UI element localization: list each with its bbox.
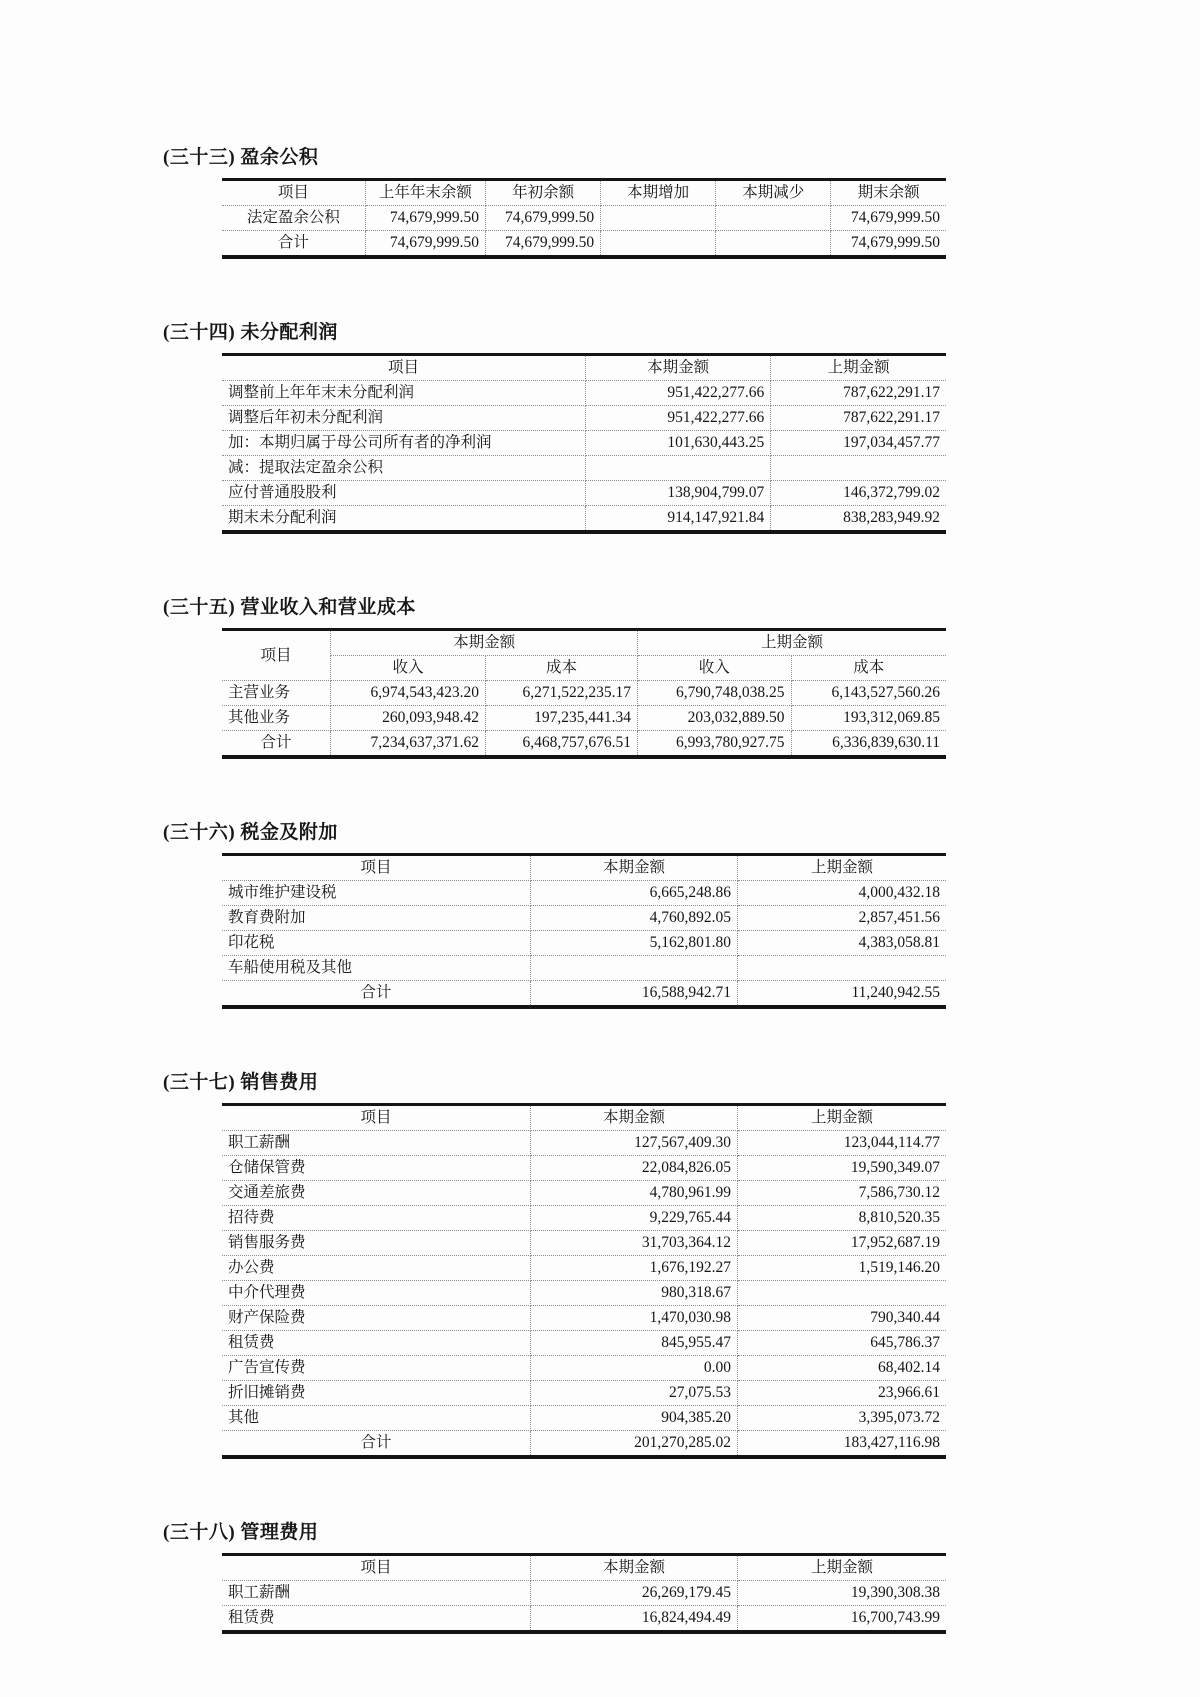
item-label-cell: 合计 [222,231,365,258]
section-title: (三十七) 销售费用 [163,1072,319,1093]
item-label-cell: 租赁费 [222,1606,530,1633]
header-cell: 本期金额 [530,1105,737,1131]
item-label-cell: 租赁费 [222,1331,530,1356]
amount-cell: 74,679,999.50 [486,206,601,231]
amount-cell [737,956,946,981]
amount-cell: 0.00 [530,1356,737,1381]
header-cell: 本期金额 [331,630,638,656]
amount-cell: 4,383,058.81 [737,931,946,956]
amount-cell: 203,032,889.50 [638,706,791,731]
amount-cell: 980,318.67 [530,1281,737,1306]
section-title: (三十六) 税金及附加 [163,822,338,843]
item-label-cell: 加：本期归属于母公司所有者的净利润 [222,431,585,456]
table-row [222,206,946,231]
amount-cell: 201,270,285.02 [530,1431,737,1458]
header-cell: 期末余额 [831,180,946,206]
amount-cell: 74,679,999.50 [486,231,601,258]
subheader-cell: 成本 [791,656,946,681]
header-cell: 项目 [222,855,530,881]
header-group-row [222,630,946,656]
amount-cell: 31,703,364.12 [530,1231,737,1256]
amount-cell: 16,588,942.71 [530,981,737,1008]
amount-cell: 74,679,999.50 [850,234,940,251]
amount-cell: 787,622,291.17 [771,406,946,431]
item-label-cell: 主营业务 [222,681,331,706]
amount-cell: 7,586,730.12 [737,1181,946,1206]
amount-cell: 138,904,799.07 [585,481,770,506]
item-label-cell: 职工薪酬 [222,1131,530,1156]
amount-cell: 951,422,277.66 [585,381,770,406]
amount-cell: 8,810,520.35 [737,1206,946,1231]
header-cell: 上期金额 [737,1555,946,1581]
table-admin-expenses [222,1553,946,1634]
amount-cell: 951,422,277.66 [585,406,770,431]
report-content [163,142,953,1692]
amount-cell: 2,857,451.56 [737,906,946,931]
header-cell: 本期金额 [530,855,737,881]
header-cell: 本期减少 [716,180,831,206]
item-label-cell: 调整后年初未分配利润 [222,406,585,431]
section-undistributed-profit [163,317,953,534]
amount-cell [716,206,831,231]
amount-cell [601,206,716,231]
header-cell: 上期金额 [737,1105,946,1131]
amount-cell: 4,760,892.05 [530,906,737,931]
subheader-cell: 收入 [638,656,791,681]
table-row [222,431,946,456]
table-row [222,1156,946,1181]
subheader-row [222,656,946,681]
section-surplus-reserves [163,142,953,259]
amount-cell [771,456,946,481]
amount-cell: 260,093,948.42 [331,706,486,731]
amount-cell: 17,952,687.19 [737,1231,946,1256]
table-row [222,1381,946,1406]
header-cell: 上期金额 [638,630,946,656]
table-revenue-and-cost [222,628,946,759]
amount-cell: 6,143,527,560.26 [791,681,946,706]
table-row [222,931,946,956]
table-undistributed-profit [222,353,946,534]
amount-cell: 6,468,757,676.51 [486,731,638,758]
table-row [222,381,946,406]
table-row [222,506,946,533]
amount-cell: 74,679,999.50 [365,206,485,231]
amount-cell: 5,162,801.80 [530,931,737,956]
amount-cell: 6,790,748,038.25 [638,681,791,706]
item-label-cell: 交通差旅费 [222,1181,530,1206]
table-row [222,406,946,431]
amount-cell: 27,075.53 [530,1381,737,1406]
item-label-cell: 折旧摊销费 [222,1381,530,1406]
item-label-cell: 财产保险费 [222,1306,530,1331]
header-row [222,180,946,206]
header-row [222,855,946,881]
amount-cell: 197,235,441.34 [486,706,638,731]
table-undistributed-profit [222,353,946,534]
table-taxes-and-surcharges [222,853,946,1009]
header-row [222,1555,946,1581]
item-label-cell: 仓储保管费 [222,1156,530,1181]
amount-cell: 1,519,146.20 [737,1256,946,1281]
amount-cell: 74,679,999.50 [831,206,946,231]
amount-cell: 16,824,494.49 [530,1606,737,1633]
amount-cell: 146,372,799.02 [771,481,946,506]
table-row [222,1131,946,1156]
amount-cell: 6,271,522,235.17 [486,681,638,706]
header-cell: 项目 [222,355,585,381]
item-label-cell: 中介代理费 [222,1281,530,1306]
section-revenue-and-cost [163,592,953,759]
amount-cell: 19,590,349.07 [737,1156,946,1181]
section-title: (三十五) 营业收入和营业成本 [163,597,416,618]
amount-cell: 183,427,116.98 [843,1434,940,1451]
table-selling-expenses [222,1103,946,1459]
amount-cell: 845,955.47 [530,1331,737,1356]
table-revenue-and-cost [222,628,946,759]
amount-cell: 11,240,942.55 [851,984,940,1001]
amount-cell: 6,993,780,927.75 [638,731,791,758]
section-taxes-and-surcharges [163,817,953,1009]
table-surplus-reserves [222,178,946,259]
amount-cell: 790,340.44 [737,1306,946,1331]
table-selling-expenses [222,1103,946,1459]
amount-cell: 4,000,432.18 [737,881,946,906]
item-label-cell: 办公费 [222,1256,530,1281]
table-surplus-reserves [222,178,946,259]
item-label-cell: 合计 [222,1431,530,1458]
item-label-cell: 期末未分配利润 [222,506,585,533]
table-row [222,1356,946,1381]
section-title: (三十三) 盈余公积 [163,147,319,168]
item-label-cell: 销售服务费 [222,1231,530,1256]
header-cell: 上期金额 [771,355,946,381]
amount-cell: 197,034,457.77 [771,431,946,456]
table-row [222,481,946,506]
amount-cell: 1,470,030.98 [530,1306,737,1331]
section-title: (三十八) 管理费用 [163,1522,319,1543]
amount-cell: 9,229,765.44 [530,1206,737,1231]
table-row [222,1306,946,1331]
table-row [222,956,946,981]
header-cell: 本期金额 [585,355,770,381]
item-label-cell: 合计 [222,981,530,1008]
amount-cell [585,456,770,481]
header-cell: 项目 [222,1555,530,1581]
amount-cell: 19,390,308.38 [737,1581,946,1606]
table-row [222,1281,946,1306]
amount-cell: 914,147,921.84 [585,506,770,533]
amount-cell: 123,044,114.77 [737,1131,946,1156]
amount-cell: 3,395,073.72 [737,1406,946,1431]
header-row [222,1105,946,1131]
section-admin-expenses [163,1517,953,1634]
item-label-cell: 教育费附加 [222,906,530,931]
header-cell: 年初余额 [486,180,601,206]
table-taxes-and-surcharges [222,853,946,1009]
table-row [222,906,946,931]
header-cell: 项目 [222,1105,530,1131]
item-label-cell: 职工薪酬 [222,1581,530,1606]
amount-cell: 193,312,069.85 [791,706,946,731]
header-row [222,355,946,381]
table-row [222,1406,946,1431]
table-row [222,1331,946,1356]
item-label-cell: 广告宣传费 [222,1356,530,1381]
item-label-cell: 减：提取法定盈余公积 [222,456,585,481]
subheader-cell: 收入 [331,656,486,681]
amount-cell: 6,974,543,423.20 [331,681,486,706]
amount-cell: 22,084,826.05 [530,1156,737,1181]
amount-cell: 6,665,248.86 [530,881,737,906]
item-label-cell: 车船使用税及其他 [222,956,530,981]
header-cell: 项目 [222,630,331,681]
amount-cell: 74,679,999.50 [365,231,485,258]
amount-cell: 127,567,409.30 [530,1131,737,1156]
amount-cell: 7,234,637,371.62 [331,731,486,758]
amount-cell [530,956,737,981]
amount-cell [716,231,831,258]
table-row [222,881,946,906]
table-row [222,1231,946,1256]
amount-cell: 904,385.20 [530,1406,737,1431]
table-row [222,681,946,706]
amount-cell: 787,622,291.17 [771,381,946,406]
table-row [222,1256,946,1281]
total-row [222,1431,946,1458]
amount-cell: 838,283,949.92 [843,509,940,526]
item-label-cell: 合计 [222,731,331,758]
section-selling-expenses [163,1067,953,1459]
amount-cell [601,231,716,258]
amount-cell: 23,966.61 [737,1381,946,1406]
item-label-cell: 城市维护建设税 [222,881,530,906]
table-row [222,1206,946,1231]
amount-cell: 6,336,839,630.11 [832,734,940,751]
section-title: (三十四) 未分配利润 [163,322,338,343]
header-cell: 上年年末余额 [365,180,485,206]
total-row [222,731,946,758]
amount-cell [737,1281,946,1306]
amount-cell: 1,676,192.27 [530,1256,737,1281]
amount-cell: 68,402.14 [737,1356,946,1381]
amount-cell: 101,630,443.25 [585,431,770,456]
amount-cell: 16,700,743.99 [850,1609,940,1626]
item-label-cell: 调整前上年年末未分配利润 [222,381,585,406]
table-admin-expenses [222,1553,946,1634]
table-row [222,1181,946,1206]
item-label-cell: 应付普通股股利 [222,481,585,506]
amount-cell: 4,780,961.99 [530,1181,737,1206]
header-cell: 本期金额 [530,1555,737,1581]
header-cell: 项目 [222,180,365,206]
subheader-cell: 成本 [486,656,638,681]
amount-cell: 26,269,179.45 [530,1581,737,1606]
table-row [222,1606,946,1633]
item-label-cell: 其他业务 [222,706,331,731]
table-row [222,1581,946,1606]
header-cell: 上期金额 [737,855,946,881]
total-row [222,231,946,258]
total-row [222,981,946,1008]
item-label-cell: 其他 [222,1406,530,1431]
amount-cell: 645,786.37 [737,1331,946,1356]
header-cell: 本期增加 [601,180,716,206]
item-label-cell: 印花税 [222,931,530,956]
table-row [222,456,946,481]
item-label-cell: 招待费 [222,1206,530,1231]
item-label-cell: 法定盈余公积 [222,206,365,231]
table-row [222,706,946,731]
